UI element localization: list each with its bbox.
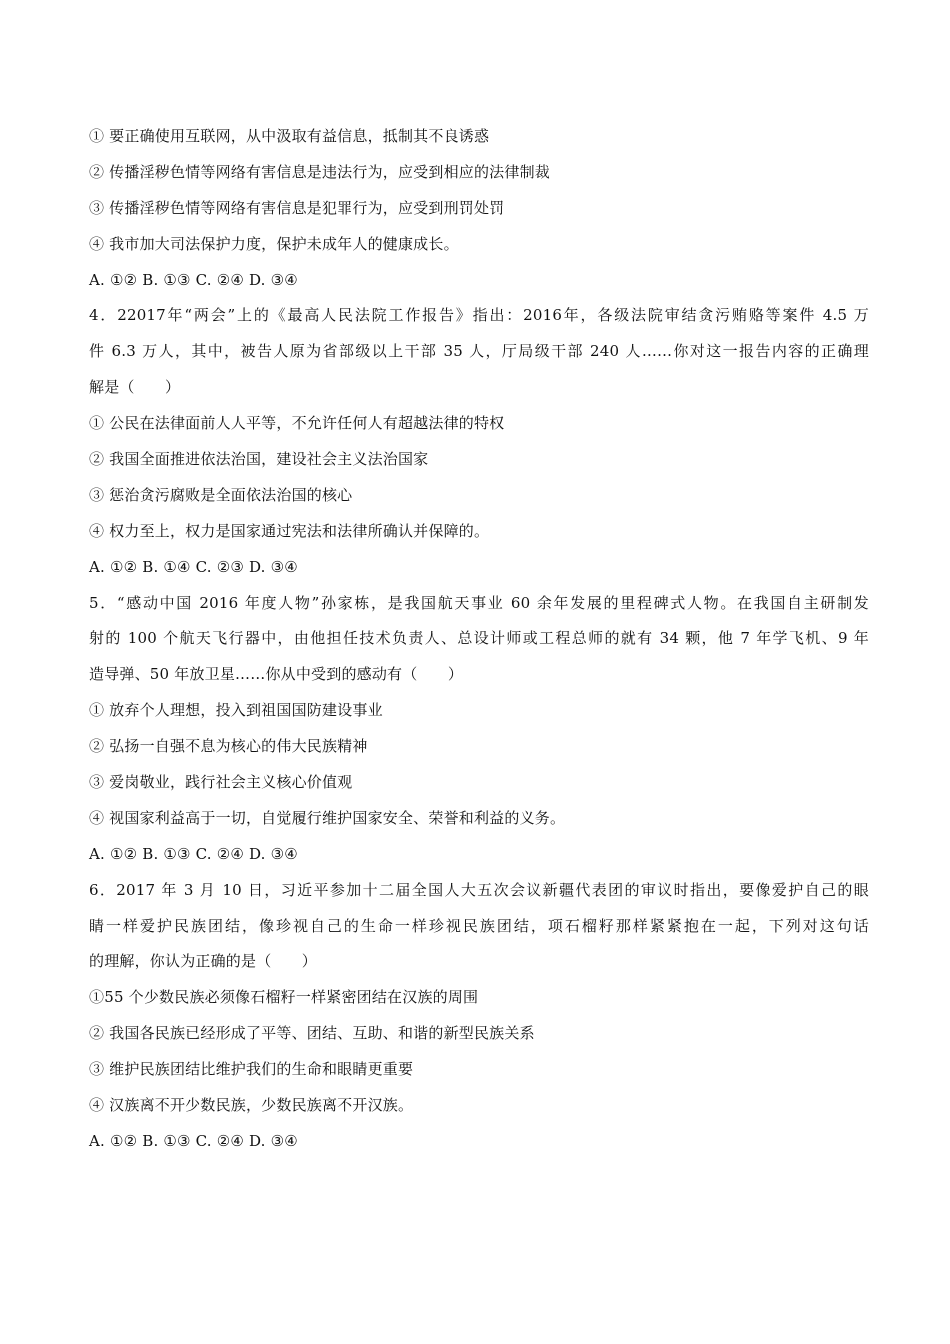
question-6 — [89, 877, 869, 1164]
q4-option-3: ③ 惩治贪污腐败是全面依法治国的核心 — [89, 485, 353, 504]
q5-option-3: ③ 爱岗敬业，践行社会主义核心价值观 — [89, 773, 353, 792]
q6-option-2: ② 我国各民族已经形成了平等、团结、互助、和谐的新型民族关系 — [89, 1024, 535, 1043]
exam-content — [89, 123, 869, 1164]
q6-option-1: ①55 个少数民族必须像石榴籽一样紧密团结在汉族的周围 — [89, 988, 479, 1007]
q6-stem-line-1: 6．2017 年 3 月 10 日，习近平参加十二届全国人大五次会议新疆代表团的审议时指出，要像爱护自己的眼 — [89, 880, 869, 899]
q3-answer-choices: A. ①② B. ①③ C. ②④ D. ③④ — [89, 270, 298, 289]
q4-option-1: ① 公民在法律面前人人平等，不允许任何人有超越法律的特权 — [89, 414, 505, 433]
q6-stem-line-3: 的理解，你认为正确的是（ ） — [89, 952, 318, 971]
question-3-options — [89, 123, 869, 302]
q6-stem-line-2: 睛一样爱护民族团结，像珍视自己的生命一样珍视民族团结，项石榴籽那样紧紧抱在一起，下列对这句话 — [89, 916, 869, 935]
q5-option-1: ① 放弃个人理想，投入到祖国国防建设事业 — [89, 701, 383, 720]
q5-stem-line-2: 射的 100 个航天飞行器中，由他担任技术负责人、总设计师或工程总师的就有 34 颗，他 7 年学飞机、9 年 — [89, 629, 869, 648]
q3-option-4: ④ 我市加大司法保护力度，保护未成年人的健康成长。 — [89, 234, 459, 253]
question-5 — [89, 590, 869, 877]
q4-stem-line-1: 4．22017年“两会”上的《最高人民法院工作报告》指出：2016年，各级法院审结贪污贿赂等案件 4.5 万 — [89, 306, 869, 325]
question-4 — [89, 302, 869, 589]
q4-option-2: ② 我国全面推进依法治国，建设社会主义法治国家 — [89, 450, 429, 469]
q5-answer-choices: A. ①② B. ①③ C. ②④ D. ③④ — [89, 844, 298, 863]
q4-option-4: ④ 权力至上，权力是国家通过宪法和法律所确认并保障的。 — [89, 521, 490, 540]
q6-option-4: ④ 汉族离不开少数民族，少数民族离不开汉族。 — [89, 1096, 414, 1115]
q6-option-3: ③ 维护民族团结比维护我们的生命和眼睛更重要 — [89, 1060, 414, 1079]
q3-option-2: ② 传播淫秽色情等网络有害信息是违法行为，应受到相应的法律制裁 — [89, 162, 550, 181]
q4-stem-line-3: 解是（ ） — [89, 378, 181, 397]
q5-stem-line-3: 造导弹、50 年放卫星……你从中受到的感动有（ ） — [89, 665, 464, 684]
q4-answer-choices: A. ①② B. ①④ C. ②③ D. ③④ — [89, 557, 298, 576]
q3-option-3: ③ 传播淫秽色情等网络有害信息是犯罪行为，应受到刑罚处罚 — [89, 198, 505, 217]
q5-stem-line-1: 5．“感动中国 2016 年度人物”孙家栋，是我国航天事业 60 余年发展的里程碑式人物。在我国自主研制发 — [89, 593, 869, 612]
q3-option-1: ① 要正确使用互联网，从中汲取有益信息，抵制其不良诱惑 — [89, 127, 490, 145]
q6-answer-choices: A. ①② B. ①③ C. ②④ D. ③④ — [89, 1131, 298, 1150]
q5-option-2: ② 弘扬一自强不息为核心的伟大民族精神 — [89, 737, 368, 756]
q4-stem-line-2: 件 6.3 万人，其中，被告人原为省部级以上干部 35 人，厅局级干部 240 人……你对这一报告内容的正确理 — [89, 342, 869, 361]
q5-option-4: ④ 视国家利益高于一切，自觉履行维护国家安全、荣誉和利益的义务。 — [89, 808, 566, 827]
